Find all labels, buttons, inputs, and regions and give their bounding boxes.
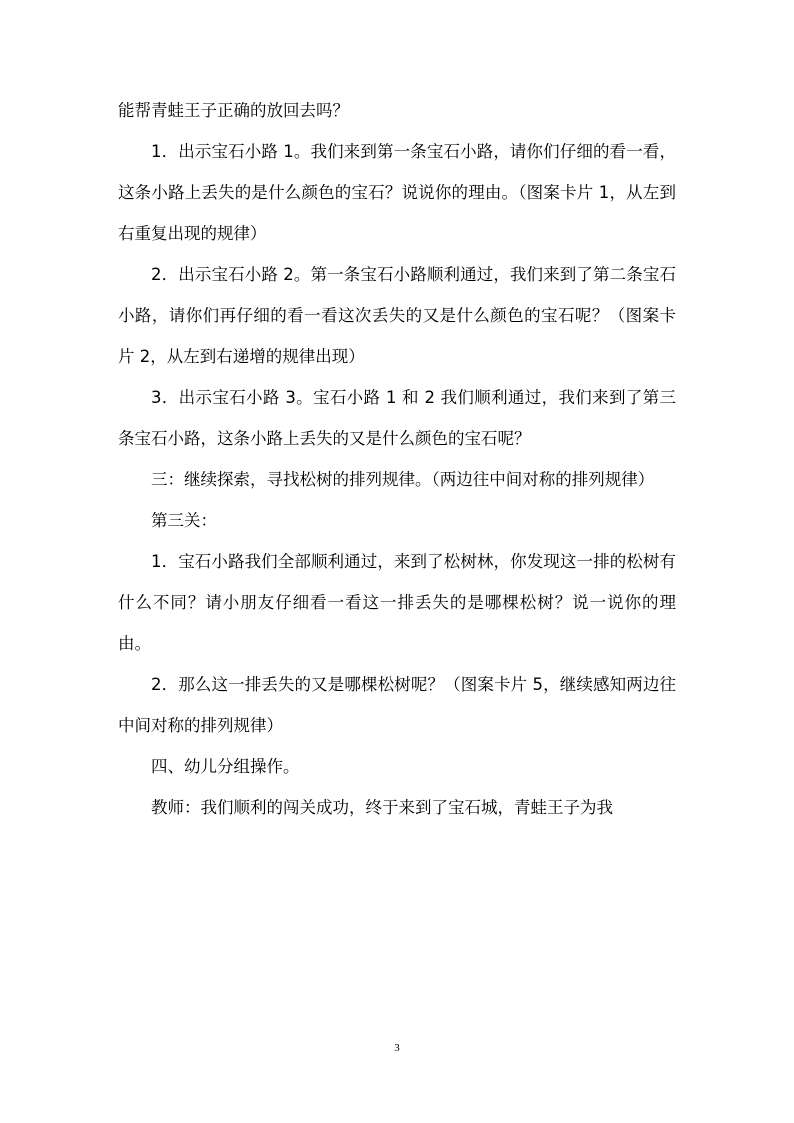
paragraph-7: 1．宝石小路我们全部顺利通过，来到了松树林，你发现这一排的松树有什么不同？请小朋友仔细看一看这一排丢失的是哪棵松树？说一说你的理由。 [118, 552, 676, 653]
paragraph-4: 3．出示宝石小路 3。宝石小路 1 和 2 我们顺利通过，我们来到了第三条宝石小路，这条小路上丢失的又是什么颜色的宝石呢？ [118, 388, 676, 448]
paragraph-10: 教师：我们顺利的闯关成功，终于来到了宝石城，青蛙王子为我 [151, 798, 613, 817]
paragraph-5: 三：继续探索，寻找松树的排列规律。（两边往中间对称的排列规律） [151, 470, 655, 489]
paragraph-6: 第三关： [151, 511, 217, 530]
paragraph-8: 2．那么这一排丢失的又是哪棵松树呢？（图案卡片 5，继续感知两边往中间对称的排列规律） [118, 675, 676, 735]
document-body [118, 90, 676, 828]
page-number: 3 [394, 1042, 400, 1054]
paragraph-3: 2．出示宝石小路 2。第一条宝石小路顺利通过，我们来到了第二条宝石小路，请你们再仔细的看一看这次丢失的又是什么颜色的宝石呢？（图案卡片 2，从左到右递增的规律出现） [118, 265, 676, 366]
paragraph-2: 1．出示宝石小路 1。我们来到第一条宝石小路，请你们仔细的看一看，这条小路上丢失的是什么颜色的宝石？说说你的理由。（图案卡片 1，从左到右重复出现的规律） [118, 142, 676, 243]
paragraph-1: 能帮青蛙王子正确的放回去吗？ [118, 101, 349, 120]
paragraph-9: 四、幼儿分组操作。 [151, 757, 300, 776]
